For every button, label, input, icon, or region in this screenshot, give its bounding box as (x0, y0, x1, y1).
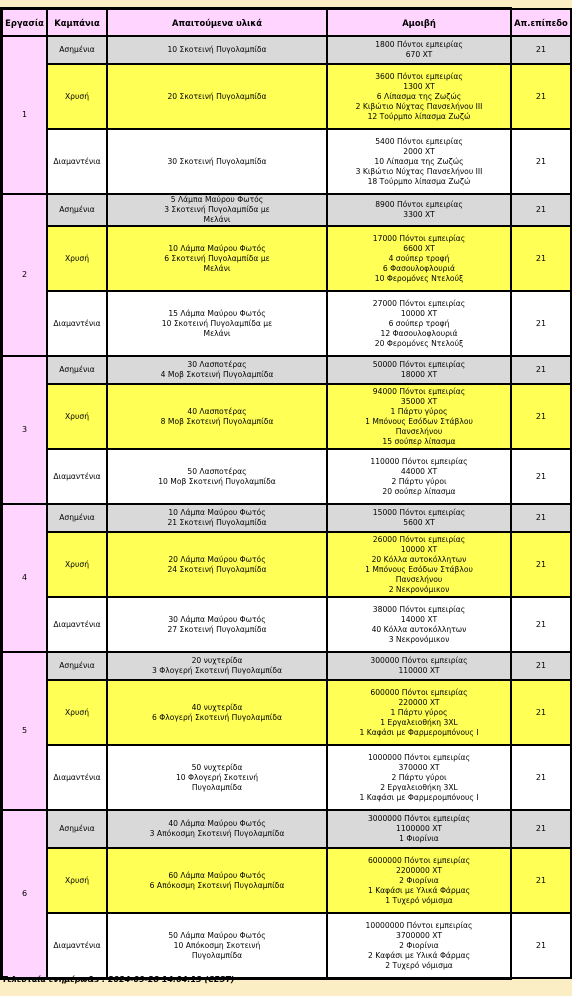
campaign-cell: Χρυσή (48, 849, 106, 912)
materials-cell (108, 681, 326, 744)
reward-line: 2 Κιβώτιο Νύχτας Πανσελήνου III (355, 101, 483, 111)
materials-line: 30 Λάμπα Μαύρου Φωτός (168, 614, 266, 624)
last-updated: Τελευταία ενημέρω&s : 2024-09-28 14:04:13 (CEST) (2, 975, 235, 984)
table-row (3, 681, 570, 744)
materials-cell (108, 385, 326, 448)
materials-cell (108, 811, 326, 847)
campaign-cell: Χρυσή (48, 681, 106, 744)
task-number: 5 (3, 653, 46, 809)
reward-cell (328, 914, 510, 977)
header-level: Απ.επίπεδο (512, 10, 570, 35)
table-row (3, 195, 570, 225)
materials-line: Πυγολαμπίδα (191, 782, 243, 792)
campaign-cell: Ασημένια (48, 357, 106, 383)
table-row (3, 385, 570, 448)
reward-line: 35000 XT (400, 396, 438, 406)
reward-line: 3600 Πόντοι εμπειρίας (375, 71, 463, 81)
reward-line: 4 σούπερ τροφή (388, 253, 450, 263)
level-cell: 21 (512, 653, 570, 679)
level-cell: 21 (512, 227, 570, 290)
reward-cell (328, 681, 510, 744)
table-row (3, 37, 570, 63)
campaign-cell: Ασημένια (48, 505, 106, 531)
reward-cell (328, 227, 510, 290)
reward-cell (328, 65, 510, 128)
table-body (3, 37, 570, 977)
table-row (3, 292, 570, 355)
reward-cell (328, 130, 510, 193)
reward-line: 2 Καφάσι με Υλικά Φάρμας (367, 950, 471, 960)
level-cell: 21 (512, 598, 570, 651)
reward-line: 15000 Πόντοι εμπειρίας (372, 508, 466, 517)
reward-line: 110000 XT (398, 666, 440, 675)
materials-line: 30 Σκοτεινή Πυγολαμπίδα (167, 156, 267, 166)
materials-cell (108, 505, 326, 531)
materials-line: 24 Σκοτεινή Πυγολαμπίδα (167, 564, 267, 574)
table-row (3, 357, 570, 383)
materials-line: Πυγολαμπίδα (191, 950, 243, 960)
reward-line: 1300 XT (403, 81, 435, 91)
table-wrapper (0, 7, 568, 980)
reward-line: 6600 XT (403, 243, 435, 253)
materials-cell (108, 450, 326, 503)
reward-line: 18 Τούρμπο λίπασμα Ζωζώ (367, 176, 471, 186)
reward-line: 3 Νεκρονόμικον (388, 634, 450, 644)
materials-line: 8 Μοβ Σκοτεινή Πυγολαμπίδα (160, 416, 274, 426)
level-cell: 21 (512, 505, 570, 531)
reward-line: 94000 Πόντοι εμπειρίας (372, 386, 466, 396)
materials-line: 10 Σκοτεινή Πυγολαμπίδα με (161, 318, 273, 328)
reward-cell (328, 811, 510, 847)
campaign-cell: Διαμαντένια (48, 746, 106, 809)
reward-line: 2000 XT (403, 146, 435, 156)
table-row (3, 598, 570, 651)
level-cell: 21 (512, 533, 570, 596)
reward-line: 2200000 XT (396, 865, 442, 875)
reward-cell (328, 653, 510, 679)
table-row (3, 505, 570, 531)
table-row (3, 130, 570, 193)
reward-line: 18000 XT (400, 370, 438, 379)
reward-cell (328, 505, 510, 531)
reward-line: 10 Λίπασμα της Ζωζώς (374, 156, 464, 166)
reward-line: 17000 Πόντοι εμπειρίας (372, 233, 466, 243)
level-cell: 21 (512, 385, 570, 448)
reward-line: 6000000 Πόντοι εμπειρίας (367, 855, 471, 865)
reward-line: 26000 Πόντοι εμπειρίας (372, 534, 466, 544)
reward-line: 1 Εργαλειοθήκη 3XL (380, 717, 458, 727)
table-row (3, 227, 570, 290)
level-cell: 21 (512, 681, 570, 744)
reward-line: 3000000 Πόντοι εμπειρίας (367, 814, 471, 823)
reward-line: 2 Εργαλειοθήκη 3XL (380, 782, 458, 792)
header-campaign: Καμπάνια (48, 10, 106, 35)
level-cell: 21 (512, 130, 570, 193)
level-cell: 21 (512, 746, 570, 809)
reward-line: 1000000 Πόντοι εμπειρίας (367, 752, 471, 762)
level-cell: 21 (512, 37, 570, 63)
materials-line: 10 Λάμπα Μαύρου Φωτός (168, 243, 266, 253)
materials-line: 15 Λάμπα Μαύρου Φωτός (168, 308, 266, 318)
level-cell: 21 (512, 811, 570, 847)
materials-line: 21 Σκοτεινή Πυγολαμπίδα (167, 518, 267, 527)
materials-cell (108, 533, 326, 596)
materials-cell (108, 357, 326, 383)
materials-line: 20 Λάμπα Μαύρου Φωτός (168, 554, 266, 564)
materials-line: 10 Απόκοσμη Σκοτεινή (173, 940, 261, 950)
reward-line: 110000 Πόντοι εμπειρίας (370, 456, 468, 466)
task-number: 1 (3, 37, 46, 193)
reward-line: 3 Κιβώτιο Νύχτας Πανσελήνου III (355, 166, 483, 176)
level-cell: 21 (512, 849, 570, 912)
reward-line: 12 Τούρμπο λίπασμα Ζωζώ (367, 111, 471, 121)
table-row (3, 746, 570, 809)
materials-line: 20 νυχτερίδα (191, 656, 243, 665)
materials-line: 10 Μοβ Σκοτεινή Πυγολαμπίδα (158, 476, 276, 486)
reward-cell (328, 385, 510, 448)
materials-line: 30 Λασποτέρας (187, 360, 247, 369)
reward-line: 2 Τυχερό νόμισμα (385, 960, 453, 970)
reward-line: 12 Φασουλοφλουριά (380, 328, 458, 338)
campaign-cell: Ασημένια (48, 653, 106, 679)
reward-line: 27000 Πόντοι εμπειρίας (372, 298, 466, 308)
materials-cell (108, 227, 326, 290)
campaign-cell: Ασημένια (48, 37, 106, 63)
reward-line: 20 Κόλλα αυτοκόλλητων (371, 554, 467, 564)
reward-line: 1 Φιορίνια (399, 834, 439, 843)
level-cell: 21 (512, 195, 570, 225)
materials-line: 6 Σκοτεινή Πυγολαμπίδα με (164, 253, 270, 263)
reward-cell (328, 292, 510, 355)
task-number: 2 (3, 195, 46, 355)
reward-line: 1 Τυχερό νόμισμα (385, 895, 453, 905)
materials-cell (108, 598, 326, 651)
materials-line: 3 Φλογερή Σκοτεινή Πυγολαμπίδα (151, 666, 282, 675)
reward-line: 220000 XT (398, 697, 440, 707)
campaign-cell: Διαμαντένια (48, 450, 106, 503)
reward-line: 10 Φερομόνες Ντελούξ (374, 273, 464, 283)
reward-cell (328, 598, 510, 651)
reward-cell (328, 533, 510, 596)
campaign-cell: Διαμαντένια (48, 130, 106, 193)
materials-line: 50 Λασποτέρας (187, 466, 247, 476)
materials-line: Μελάνι (203, 328, 231, 338)
campaign-cell: Διαμαντένια (48, 914, 106, 977)
materials-line: 20 Σκοτεινή Πυγολαμπίδα (167, 91, 267, 101)
materials-line: 6 Απόκοσμη Σκοτεινή Πυγολαμπίδα (149, 880, 285, 890)
reward-line: 1100000 XT (396, 824, 442, 833)
reward-line: 2 Νεκρονόμικον (388, 584, 450, 594)
campaign-cell: Διαμαντένια (48, 292, 106, 355)
materials-line: 6 Φλογερή Σκοτεινή Πυγολαμπίδα (151, 712, 282, 722)
reward-line: 1800 Πόντοι εμπειρίας (375, 40, 463, 49)
reward-line: 20 σούπερ λίπασμα (382, 486, 456, 496)
reward-line: 14000 XT (400, 614, 438, 624)
materials-cell (108, 65, 326, 128)
campaign-cell: Χρυσή (48, 227, 106, 290)
reward-line: Πανσελήνου (395, 574, 443, 584)
reward-line: 10000000 Πόντοι εμπειρίας (365, 920, 473, 930)
materials-line: 40 Λασποτέρας (187, 406, 247, 416)
campaign-cell: Χρυσή (48, 385, 106, 448)
reward-line: 6 Φασουλοφλουριά (382, 263, 456, 273)
table-row (3, 849, 570, 912)
materials-cell (108, 914, 326, 977)
materials-line: 4 Μοβ Σκοτεινή Πυγολαμπίδα (160, 370, 274, 379)
campaign-cell: Ασημένια (48, 811, 106, 847)
header-materials: Απαιτούμενα υλικά (108, 10, 326, 35)
materials-line: 60 Λάμπα Μαύρου Φωτός (168, 870, 266, 880)
materials-cell (108, 746, 326, 809)
reward-line: 670 XT (405, 50, 433, 59)
reward-cell (328, 746, 510, 809)
materials-line: 10 Φλογερή Σκοτεινή (175, 772, 259, 782)
materials-cell (108, 849, 326, 912)
reward-line: 20 Φερομόνες Ντελούξ (374, 338, 464, 348)
reward-cell (328, 195, 510, 225)
materials-line: 50 Λάμπα Μαύρου Φωτός (168, 930, 266, 940)
reward-line: 3300 XT (403, 210, 435, 219)
reward-cell (328, 37, 510, 63)
reward-line: 38000 Πόντοι εμπειρίας (372, 604, 466, 614)
reward-line: 50000 Πόντοι εμπειρίας (372, 360, 466, 369)
reward-line: 1 Καφάσι με Υλικά Φάρμας (367, 885, 471, 895)
materials-cell (108, 37, 326, 63)
materials-cell (108, 130, 326, 193)
materials-line: 10 Σκοτεινή Πυγολαμπίδα (167, 45, 267, 54)
reward-line: 1 Πάρτυ γύρος (390, 406, 448, 416)
header-task: Εργασία (3, 10, 46, 35)
materials-line: 10 Λάμπα Μαύρου Φωτός (168, 508, 266, 517)
materials-cell (108, 292, 326, 355)
materials-line: 3 Απόκοσμη Σκοτεινή Πυγολαμπίδα (149, 829, 285, 838)
campaign-cell: Χρυσή (48, 65, 106, 128)
level-cell: 21 (512, 914, 570, 977)
materials-line: 27 Σκοτεινή Πυγολαμπίδα (167, 624, 267, 634)
reward-line: Πανσελήνου (395, 426, 443, 436)
campaign-cell: Ασημένια (48, 195, 106, 225)
reward-line: 1 Καφάσι με Φαρμερομπόνους I (359, 792, 479, 802)
reward-line: 1 Πάρτυ γύρος (390, 707, 448, 717)
reward-line: 8900 Πόντοι εμπειρίας (375, 200, 463, 209)
rewards-table (1, 8, 572, 979)
reward-line: 370000 XT (398, 762, 440, 772)
level-cell: 21 (512, 292, 570, 355)
task-number: 3 (3, 357, 46, 503)
reward-line: 600000 Πόντοι εμπειρίας (370, 687, 468, 697)
level-cell: 21 (512, 357, 570, 383)
reward-line: 1 Μπόνους Εσόδων Στάβλου (365, 416, 473, 426)
reward-cell (328, 450, 510, 503)
reward-line: 2 Πάρτυ γύροι (391, 476, 447, 486)
reward-line: 6 Λίπασμα της Ζωζώς (376, 91, 462, 101)
reward-line: 10000 XT (400, 544, 438, 554)
materials-line: 40 Λάμπα Μαύρου Φωτός (168, 819, 266, 828)
reward-line: 5400 Πόντοι εμπειρίας (375, 136, 463, 146)
materials-line: Μελάνι (203, 215, 231, 224)
materials-line: 5 Λάμπα Μαύρου Φωτός (170, 195, 264, 204)
materials-cell (108, 195, 326, 225)
reward-cell (328, 849, 510, 912)
reward-line: 1 Μπόνους Εσόδων Στάβλου (365, 564, 473, 574)
materials-cell (108, 653, 326, 679)
level-cell: 21 (512, 450, 570, 503)
campaign-cell: Χρυσή (48, 533, 106, 596)
reward-line: 15 σούπερ λίπασμα (382, 436, 456, 446)
reward-line: 300000 Πόντοι εμπειρίας (370, 656, 468, 665)
level-cell: 21 (512, 65, 570, 128)
materials-line: Μελάνι (203, 263, 231, 273)
reward-line: 10000 XT (400, 308, 438, 318)
table-row (3, 914, 570, 977)
materials-line: 40 νυχτερίδα (191, 702, 243, 712)
materials-line: 3 Σκοτεινή Πυγολαμπίδα με (164, 205, 270, 214)
header-reward: Αμοιβή (328, 10, 510, 35)
table-row (3, 450, 570, 503)
reward-line: 5600 XT (403, 518, 435, 527)
reward-line: 40 Κόλλα αυτοκόλλητων (371, 624, 467, 634)
reward-line: 3700000 XT (396, 930, 442, 940)
reward-cell (328, 357, 510, 383)
table-row (3, 65, 570, 128)
materials-line: 50 νυχτερίδα (191, 762, 243, 772)
campaign-cell: Διαμαντένια (48, 598, 106, 651)
reward-line: 6 σούπερ τροφή (388, 318, 450, 328)
reward-line: 1 Καφάσι με Φαρμερομπόνους I (359, 727, 479, 737)
reward-line: 2 Φιορίνια (399, 875, 439, 885)
table-row (3, 533, 570, 596)
header-row (3, 10, 570, 35)
table-row (3, 653, 570, 679)
reward-line: 2 Πάρτυ γύροι (391, 772, 447, 782)
reward-line: 44000 XT (400, 466, 438, 476)
reward-line: 2 Φιορίνια (399, 940, 439, 950)
task-number: 4 (3, 505, 46, 651)
task-number: 6 (3, 811, 46, 977)
table-row (3, 811, 570, 847)
